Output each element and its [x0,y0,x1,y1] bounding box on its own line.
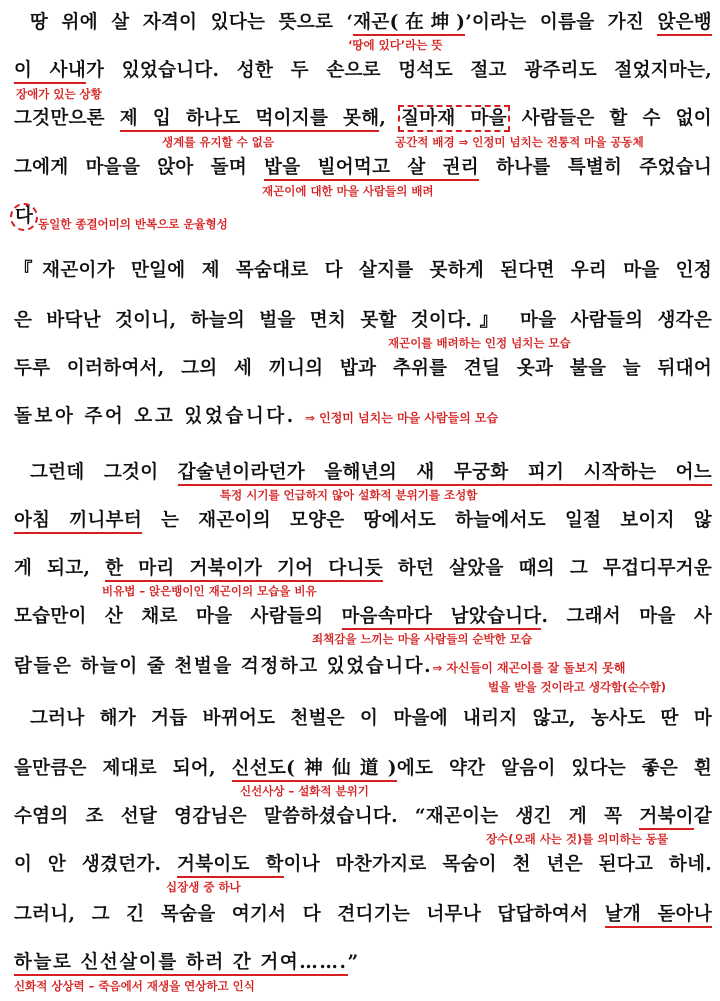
annotation: 벌을 받을 것이라고 생각함(순수함) [488,680,667,694]
circled-ending: 다 [10,203,38,231]
annotation: 동일한 종결어미의 반복으로 운율형성 [38,217,228,231]
underlined-phrase: 마음속마다 남았습니다 [342,606,542,630]
annotation: ‘땅에 있다’라는 뜻 [348,38,443,52]
annotation: 재곤이를 배려하는 인정 넘치는 모습 [388,336,571,350]
underlined-phrase: 제 입 하나도 먹이지를 못해 [120,108,380,132]
annotation: 신화적 상상력 – 죽음에서 재생을 연상하고 인식 [14,979,255,993]
text-line: 그에게 마을을 앉아 돌며 밥을 빌어먹고 살 권리 하나를 특별히 주었습니 [14,155,712,181]
underlined-phrase: 재곤(在坤) [353,12,465,36]
underlined-phrase: 한 마리 거북이가 기어 다니듯 [105,558,383,582]
annotation: 신선사상 – 설화적 분위기 [240,784,369,798]
text-line: 그것만으론 제 입 하나도 먹이지를 못해, 질마재 마을 사람들은 할 수 없이 [14,106,712,132]
underlined-phrase: 날개 돋아나 [605,904,712,928]
text-line: 돌보아 주어 오고 있었습니다. ⇒ 인정미 넘치는 마을 사람들의 모습 [14,406,499,427]
text-line: 수염의 조 선달 영감님은 말씀하셨습니다. “재곤이는 생긴 게 꼭 거북이같 [14,804,712,830]
text-line: 그러나 해가 거듭 바뀌어도 천벌은 이 마을에 내리지 않고, 농사도 딴 마 [30,708,712,729]
underlined-phrase: 밥을 빌어먹고 살 권리 [264,157,479,181]
text-line [10,203,38,231]
annotation: 생계를 유지할 수 없음 [162,135,274,149]
text-line: 『재곤이가 만일에 제 목숨대로 다 살지를 못하게 된다면 우리 마을 인정 [14,260,712,281]
text-line: 하늘로 신선살이를 하러 간 거여…….” [14,950,360,976]
annotation: 장애가 있는 상황 [16,87,102,101]
text-line: 그런데 그것이 갑술년이라던가 을해년의 새 무궁화 피기 시작하는 어느 [30,460,712,486]
annotation: 특정 시기를 언급하지 않아 설화적 분위기를 조성함 [220,488,478,502]
underlined-phrase: 신선도(神仙道) [232,758,397,782]
underlined-phrase: 갑술년이라던가 을해년의 새 무궁화 피기 시작하는 어느 [178,462,712,486]
text-line: 이 사내가 있었습니다. 성한 두 손으로 멍석도 절고 광주리도 절었지마는, [14,58,712,84]
underlined-phrase: 거북이 [639,806,694,830]
text-line: 두루 이러하여서, 그의 세 끼니의 밥과 추위를 견딜 옷과 불을 늘 뒤대어 [14,358,712,379]
text-line: 이 안 생겼던가. 거북이도 학이나 마찬가지로 목숨이 천 년은 된다고 하네. [14,852,712,878]
annotation: 십장생 중 하나 [166,880,241,894]
text-line: 은 바닥난 것이니, 하늘의 벌을 면치 못할 것이다.』 마을 사람들의 생각은 [14,310,712,331]
text-line: 그러니, 그 긴 목숨을 여기서 다 견디기는 너무나 답답하여서 날개 돋아나 [14,902,712,928]
annotation: 장수(오래 사는 것)를 의미하는 동물 [486,832,669,846]
annotation: 비유법 – 앉은뱅이인 재곤이의 모습을 비유 [102,584,317,598]
annotation: ⇒ 인정미 넘치는 마을 사람들의 모습 [304,411,499,425]
underlined-phrase: 앉은뱅 [657,12,712,36]
underlined-phrase: 이 사내 [14,60,86,84]
underlined-phrase: 거북이도 학 [177,854,284,878]
annotation: ⇒ 자신들이 재곤이를 잘 돌보지 못해 [432,661,626,675]
text-line: 게 되고, 한 마리 거북이가 기어 다니듯 하던 살았을 때의 그 무겁디무거운 [14,556,712,582]
text-line: 을만큼은 제대로 되어, 신선도(神仙道)에도 약간 알음이 있다는 좋은 흰 [14,756,712,782]
annotation: 죄책감을 느끼는 마을 사람들의 순박한 모습 [312,632,532,646]
annotation: 공간적 배경 ⇒ 인정미 넘치는 전통적 마을 공동체 [395,135,644,149]
text-line: 아침 끼니부터 는 재곤이의 모양은 땅에서도 하늘에서도 일절 보이지 않 [14,508,712,534]
annotation: 재곤이에 대한 마을 사람들의 배려 [262,184,434,198]
boxed-phrase: 질마재 마을 [401,108,507,129]
text-line: 땅 위에 살 자격이 있다는 뜻으로 ‘재곤(在坤)’이라는 이름을 가진 앉은뱅 [30,10,712,36]
text-line: 람들은 하늘이 줄 천벌을 걱정하고 있었습니다.⇒ 자신들이 재곤이를 잘 돌보지 못해 [14,656,626,677]
underlined-phrase: 하늘로 신선살이를 하러 간 거여……. [14,952,348,976]
underlined-phrase: 아침 끼니부터 [14,510,142,534]
text-line: 모습만이 산 채로 마을 사람들의 마음속마다 남았습니다. 그래서 마을 사 [14,604,712,630]
